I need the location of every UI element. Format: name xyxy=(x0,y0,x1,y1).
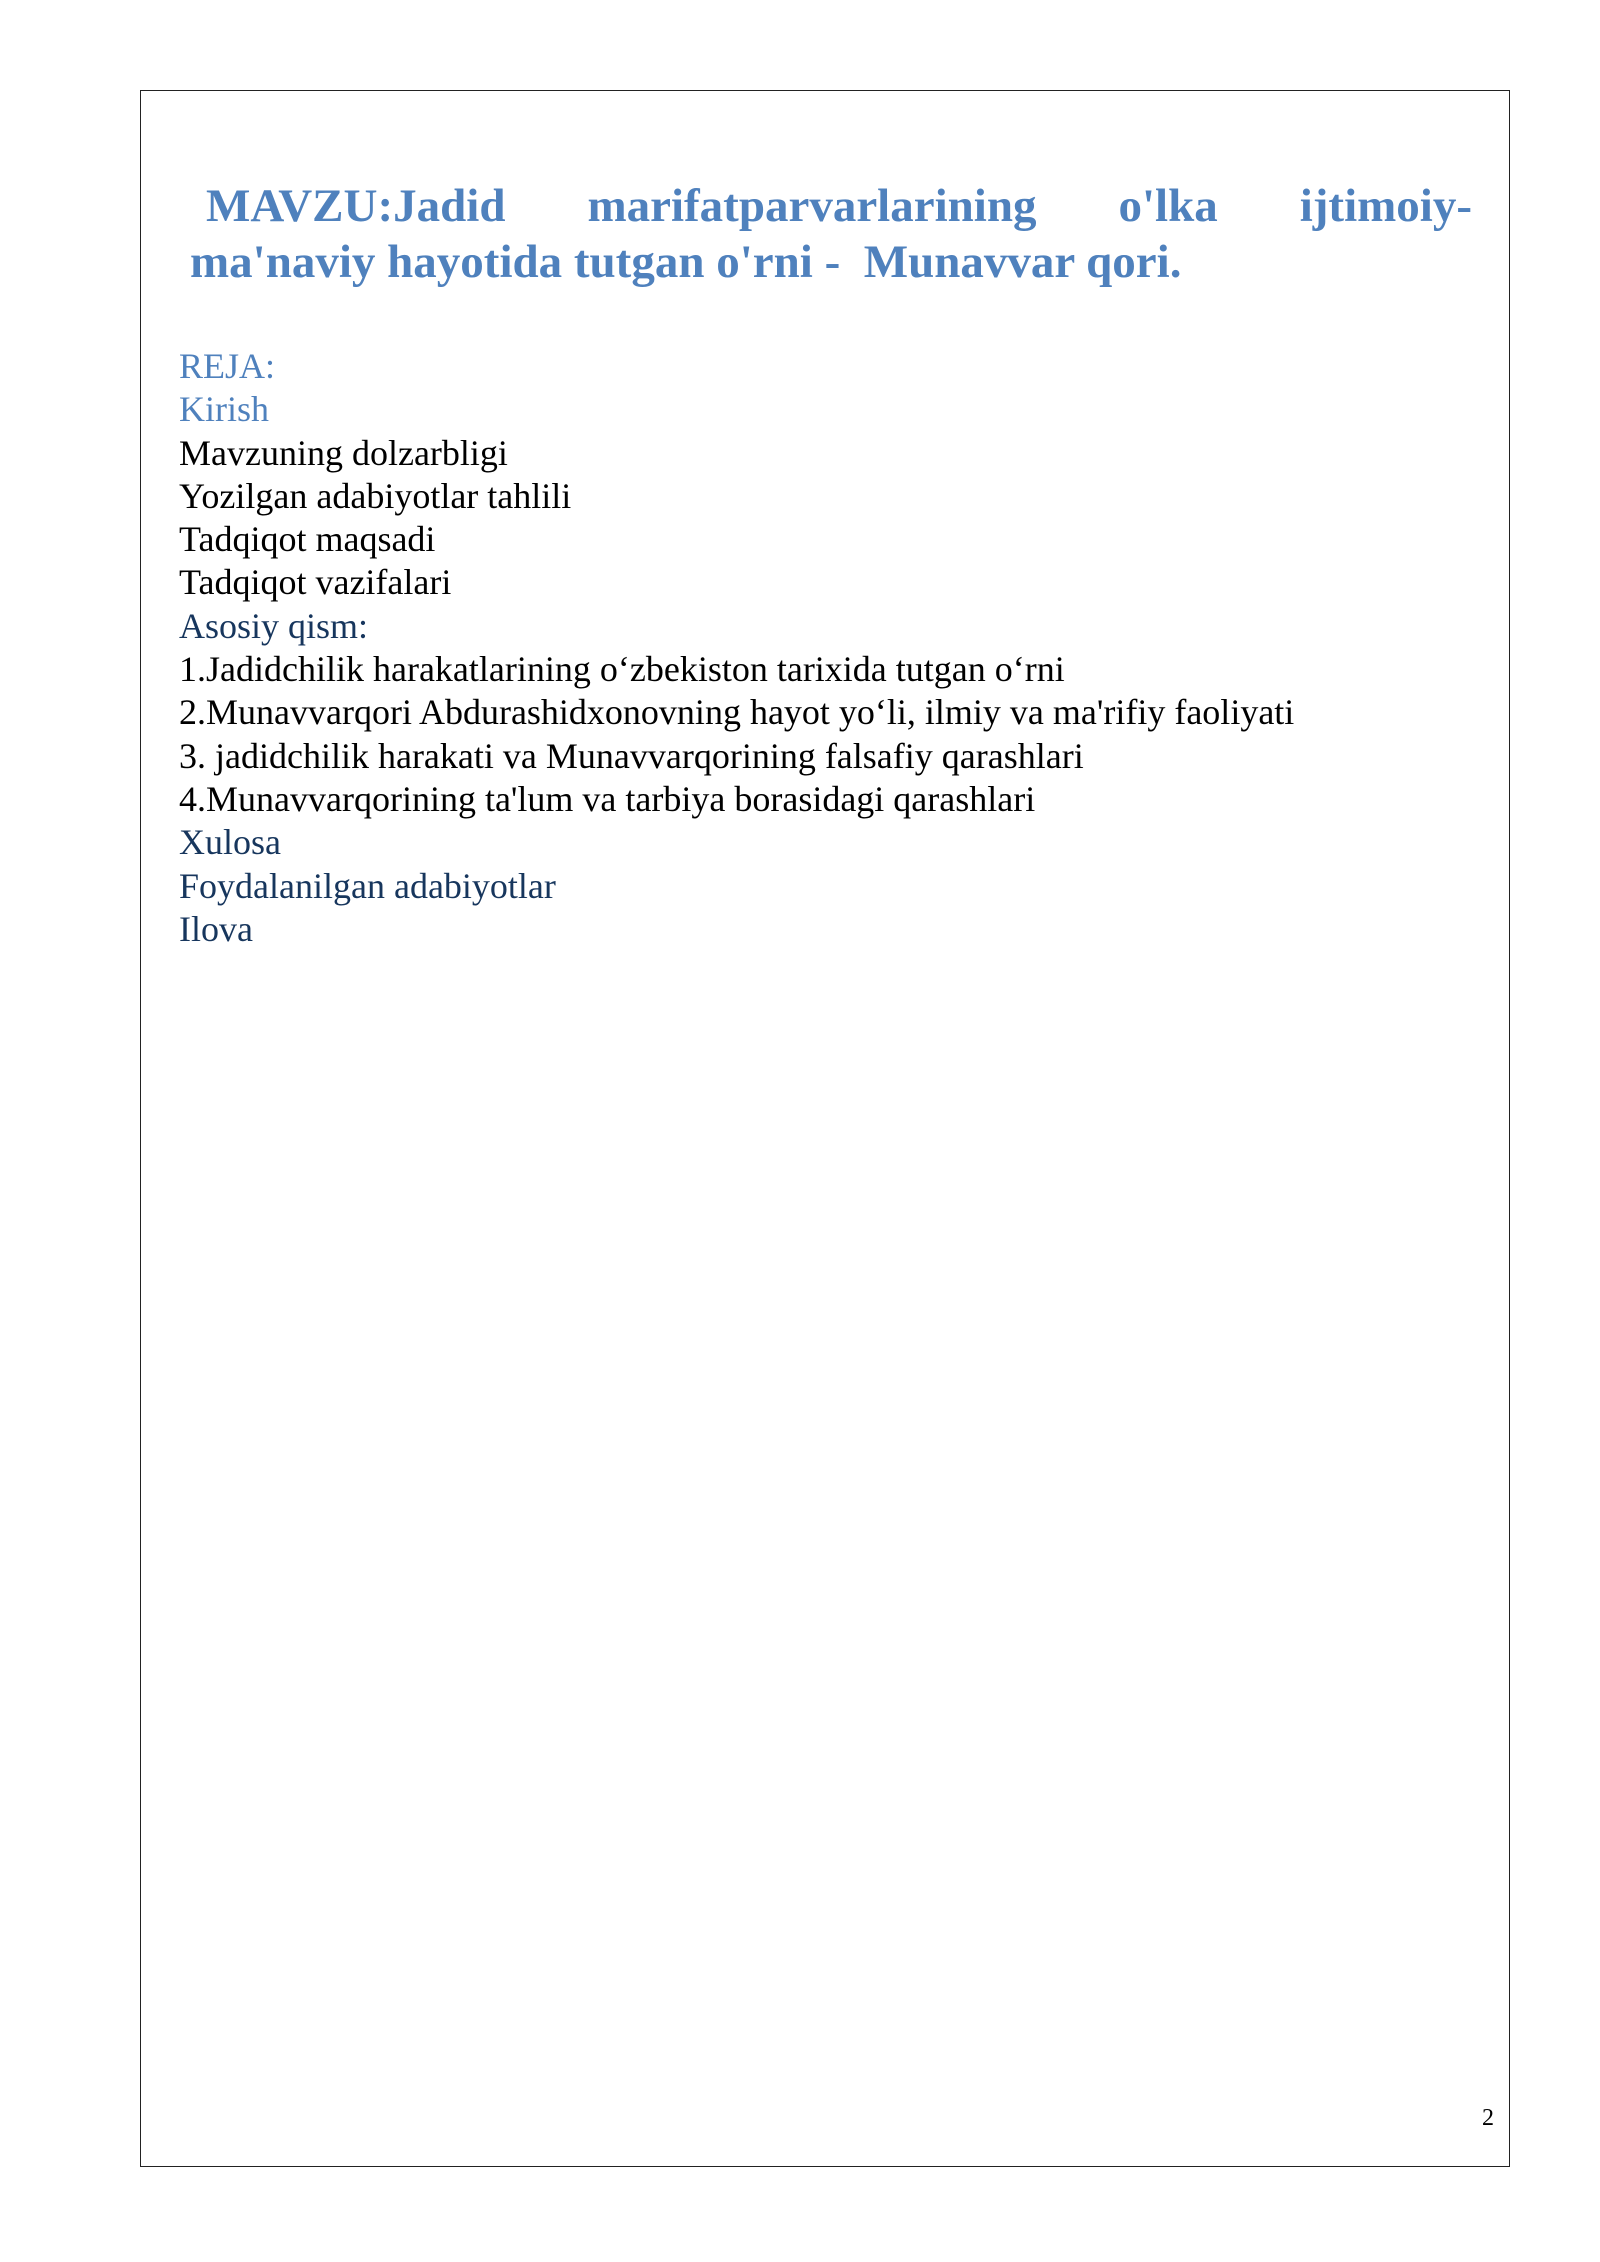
main-part-item: 2.Munavvarqori Abdurashidxonovning hayot yo‘li, ilmiy va ma'rifiy faoliyati xyxy=(179,692,1295,733)
plan-outline xyxy=(179,345,1479,951)
plan-heading: REJA: xyxy=(179,346,276,386)
intro-item: Yozilgan adabiyotlar tahlili xyxy=(179,475,572,516)
main-part-heading: Asosiy qism: xyxy=(179,605,369,646)
intro-item: Mavzuning dolzarbligi xyxy=(179,432,508,473)
intro-item: Tadqiqot vazifalari xyxy=(179,562,452,603)
references-heading: Foydalanilgan adabiyotlar xyxy=(179,865,556,906)
main-part-item: 1.Jadidchilik harakatlarining o‘zbekiston tarixida tutgan o‘rni xyxy=(179,649,1065,690)
main-part-item: 3. jadidchilik harakati va Munavvarqorining falsafiy qarashlari xyxy=(179,735,1084,776)
conclusion-heading: Xulosa xyxy=(179,822,281,863)
intro-heading: Kirish xyxy=(179,389,269,430)
title-line-2: ma'naviy hayotida tutgan o'rni - Munavvar qori. xyxy=(190,236,1182,288)
document-title xyxy=(190,178,1472,290)
main-part-item: 4.Munavvarqorining ta'lum va tarbiya borasidagi qarashlari xyxy=(179,778,1036,819)
page-number: 2 xyxy=(1482,2105,1494,2131)
intro-item: Tadqiqot maqsadi xyxy=(179,519,436,560)
appendix-heading: Ilova xyxy=(179,908,253,949)
title-line-1: MAVZU:Jadid marifatparvarlarining o'lka ijtimoiy- xyxy=(206,180,1472,232)
